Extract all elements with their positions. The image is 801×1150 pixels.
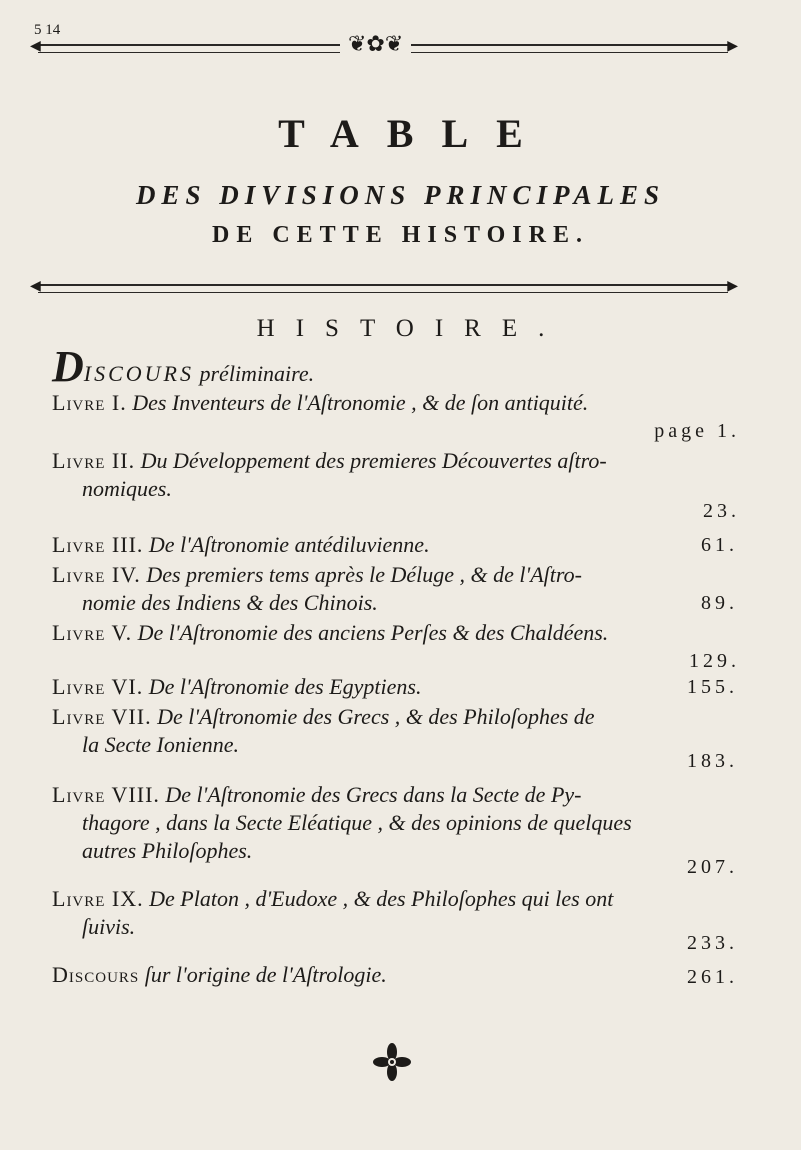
page-subtitle-line2: DE CETTE HISTOIRE. (212, 222, 589, 248)
entry-page-number: page 1. (654, 420, 740, 442)
entry-label: Livre VII. (52, 704, 152, 729)
entry-page-number: 23. (703, 500, 740, 522)
fleuron-ornament-icon: ❦✿❦ (340, 34, 411, 56)
toc-entry-discours-preliminaire (52, 342, 732, 391)
fleuron-icon (370, 1040, 414, 1084)
entry-continuation: la Secte Ionienne. (82, 732, 239, 757)
entry-continuation: nomie des Indiens & des Chinois. (82, 590, 378, 615)
entry-label: Livre VIII. (52, 782, 160, 807)
page-subtitle-line1: DES DIVISIONS PRINCIPALES (135, 180, 666, 210)
entry-label: Livre V. (52, 620, 133, 645)
entry-label: Livre IX. (52, 886, 144, 911)
entry-text: Des premiers tems après le Déluge , & de l'Aſtro- (146, 562, 582, 587)
rule-arrow-right-icon: ▶ (727, 38, 738, 54)
toc-entry-livre-8 (52, 780, 732, 809)
page-signature: 5 14 (34, 22, 61, 38)
entry-page-number: 233. (687, 932, 738, 954)
entry-label: Livre III. (52, 532, 144, 557)
rule-arrow-left-icon: ◀ (30, 38, 41, 54)
entry-page-number: 129. (689, 650, 740, 672)
rule-arrow-right-icon: ▶ (727, 278, 738, 294)
entry-text: De Platon , d'Eudoxe , & des Philoſophes qui les ont (149, 886, 614, 911)
entry-text: Des Inventeurs de l'Aſtronomie , & de ſon antiquité. (132, 390, 589, 415)
entry-label: ISCOURS (83, 361, 194, 386)
entry-text: préliminaire. (199, 361, 315, 386)
entry-page-number: 207. (687, 856, 738, 878)
entry-label: Livre II. (52, 448, 136, 473)
entry-page-number: 61. (701, 534, 738, 556)
toc-entry-livre-1 (52, 388, 732, 417)
entry-label: Livre IV. (52, 562, 141, 587)
toc-entry-livre-2 (52, 446, 732, 475)
entry-continuation: ſuivis. (82, 914, 136, 939)
entry-continuation: thagore , dans la Secte Eléatique , & des opinions de quelques (82, 810, 632, 835)
page-title: TABLE (278, 111, 551, 156)
entry-page-number: 89. (701, 592, 738, 614)
section-title: HISTOIRE. (256, 315, 566, 342)
toc-entry-livre-7 (52, 702, 732, 731)
entry-continuation-2: autres Philoſophes. (82, 838, 253, 863)
entry-text: ſur l'origine de l'Aſtrologie. (144, 962, 387, 987)
toc-entry-livre-5 (52, 618, 732, 647)
entry-label: Livre VI. (52, 674, 144, 699)
entry-page-number: 155. (687, 676, 738, 698)
toc-entry-livre-9 (52, 884, 732, 913)
entry-continuation: nomiques. (82, 476, 172, 501)
entry-text: De l'Aſtronomie des Egyptiens. (148, 674, 422, 699)
entry-text: De l'Aſtronomie antédiluvienne. (148, 532, 430, 557)
entry-page-number: 261. (687, 966, 738, 988)
entry-text: De l'Aſtronomie des Grecs , & des Philoſophes de (157, 704, 595, 729)
entry-page-number: 183. (687, 750, 738, 772)
toc-entry-livre-4 (52, 560, 732, 589)
entry-label: Livre I. (52, 390, 127, 415)
section-divider-rule (30, 278, 738, 294)
entry-label: Discours (52, 962, 140, 987)
entry-text: De l'Aſtronomie des Grecs dans la Secte de Py- (165, 782, 582, 807)
rule-arrow-left-icon: ◀ (30, 278, 41, 294)
drop-cap: D (52, 342, 84, 391)
entry-text: De l'Aſtronomie des anciens Perſes & des Chaldéens. (137, 620, 609, 645)
entry-text: Du Développement des premieres Découvertes aſtro- (140, 448, 607, 473)
